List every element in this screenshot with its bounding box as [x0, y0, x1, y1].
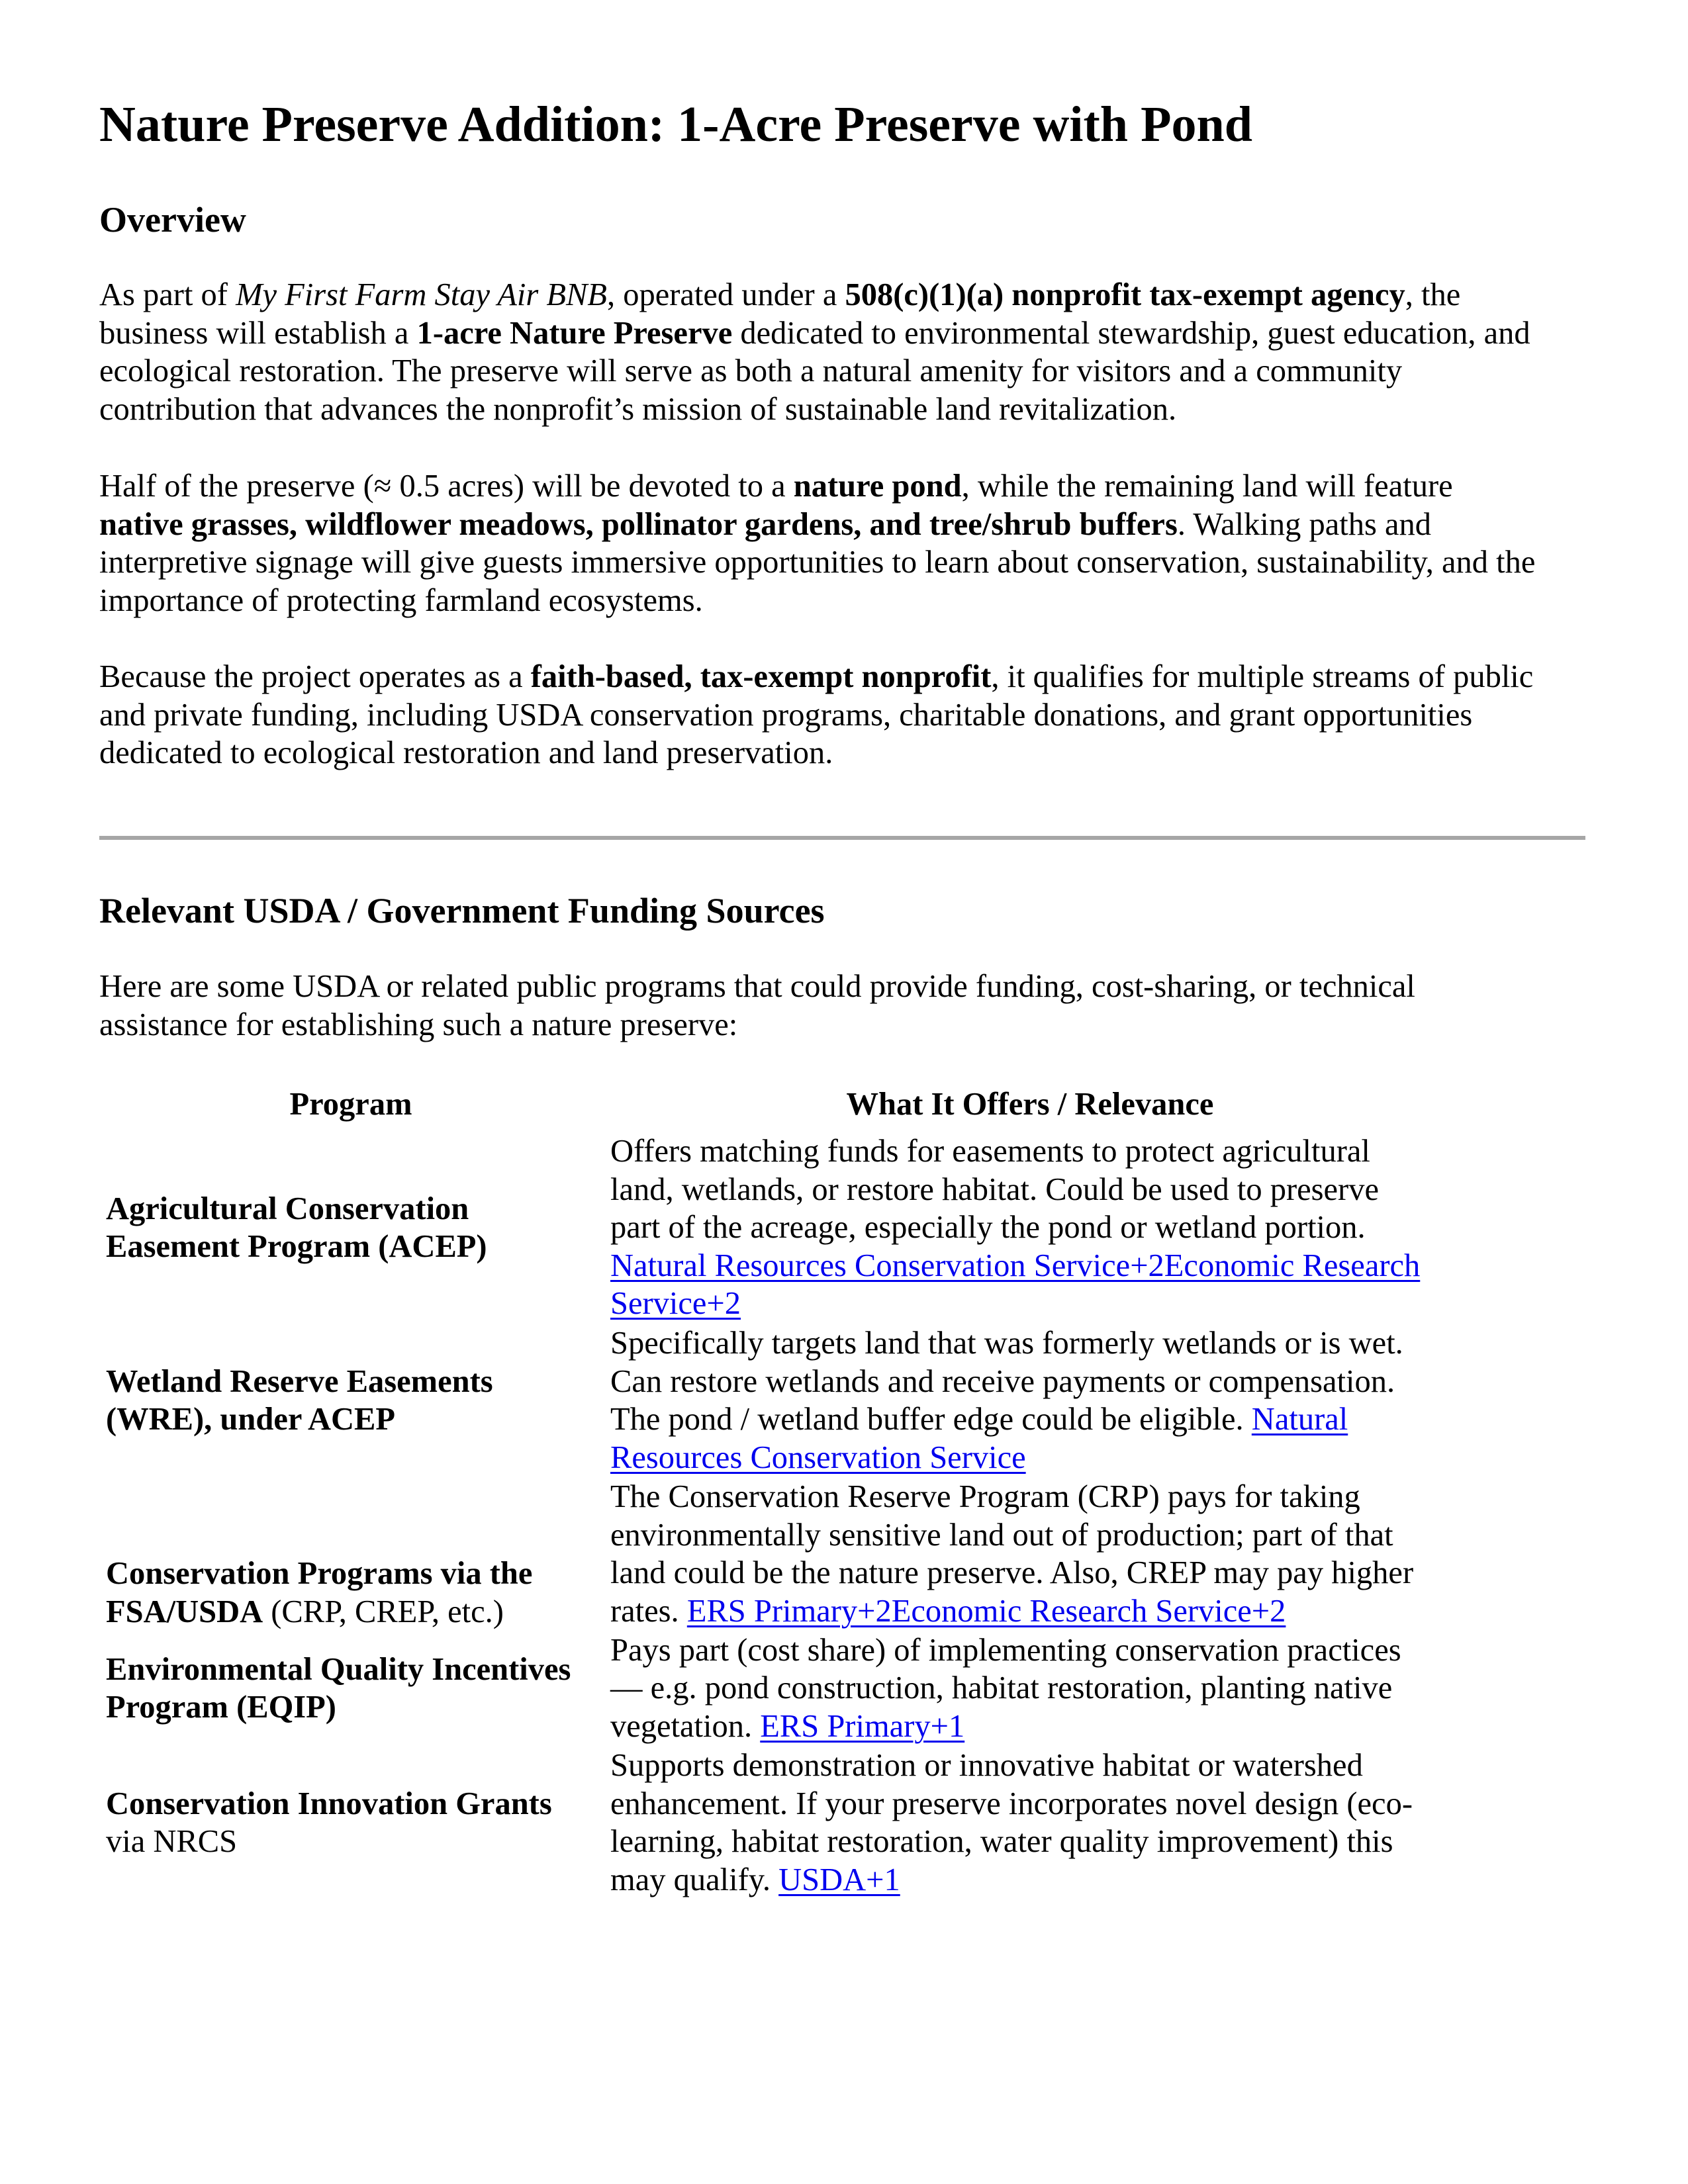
- program-cell: [99, 1477, 602, 1631]
- program-name: Easement Program (ACEP): [106, 1229, 487, 1264]
- text-line: assistance for establishing such a nature preserve:: [99, 1007, 738, 1042]
- text: , operated under a: [606, 277, 845, 312]
- description-cell: [602, 1477, 1458, 1631]
- program-cell: [99, 1746, 602, 1899]
- source-link-nrcs[interactable]: Natural: [1251, 1402, 1348, 1437]
- column-header-offers: What It Offers / Relevance: [846, 1087, 1214, 1122]
- text: . Walking paths and: [1177, 506, 1431, 542]
- text: business will establish a: [99, 315, 417, 351]
- table-row: [99, 1746, 1458, 1899]
- description-line: Can restore wetlands and receive payments or compensation.: [610, 1363, 1395, 1399]
- description-line: The Conservation Reserve Program (CRP) pays for taking: [610, 1479, 1360, 1514]
- text-line: interpretive signage will give guests immersive opportunities to learn about conservation, sustainability, and the: [99, 545, 1536, 580]
- preserve-size: 1-acre Nature Preserve: [416, 315, 733, 351]
- text-line: contribution that advances the nonprofit’s mission of sustainable land revitalization.: [99, 391, 1177, 427]
- description-line: environmentally sensitive land out of production; part of that: [610, 1517, 1393, 1553]
- source-link-nrcs-ers-cont[interactable]: Service+2: [610, 1286, 741, 1322]
- text: , the: [1405, 277, 1461, 312]
- description-cell: [602, 1324, 1458, 1477]
- source-link-ers-primary[interactable]: ERS Primary+1: [760, 1708, 965, 1744]
- description-line: Pays part (cost share) of implementing conservation practices: [610, 1632, 1401, 1668]
- text-line: importance of protecting farmland ecosystems.: [99, 582, 703, 618]
- text-line: Here are some USDA or related public programs that could provide funding, cost-sharing, or technical: [99, 969, 1415, 1004]
- source-link-nrcs-ers[interactable]: Natural Resources Conservation Service+2Economic Research: [610, 1248, 1421, 1283]
- description-line: — e.g. pond construction, habitat restoration, planting native: [610, 1670, 1393, 1706]
- business-name: My First Farm Stay Air BNB: [236, 277, 607, 312]
- description-text: may qualify.: [610, 1862, 779, 1897]
- text-line: and private funding, including USDA conservation programs, charitable donations, and grant opportunities: [99, 697, 1473, 733]
- table-row: [99, 1477, 1458, 1631]
- text-line: dedicated to ecological restoration and land preservation.: [99, 735, 833, 770]
- program-cell: [99, 1132, 602, 1324]
- description-line: Supports demonstration or innovative habitat or watershed: [610, 1748, 1363, 1783]
- page-title: Nature Preserve Addition: 1-Acre Preserve with Pond: [99, 97, 1253, 152]
- column-header-program: Program: [289, 1087, 412, 1122]
- pond-highlight: nature pond: [793, 469, 962, 504]
- funding-intro: [99, 968, 1595, 1044]
- features-highlight: native grasses, wildflower meadows, pollinator gardens, and tree/shrub buffers: [99, 506, 1178, 542]
- description-cell: [602, 1746, 1458, 1899]
- description-cell: [602, 1631, 1458, 1746]
- overview-heading: Overview: [99, 200, 246, 240]
- program-name: (WRE), under ACEP: [106, 1402, 395, 1437]
- text-line: ecological restoration. The preserve will serve as both a natural amenity for visitors and a community: [99, 353, 1403, 388]
- table-row: [99, 1324, 1458, 1477]
- description-line: part of the acreage, especially the pond or wetland portion.: [610, 1210, 1366, 1246]
- nonprofit-highlight: faith-based, tax-exempt nonprofit: [530, 659, 992, 694]
- description-line: Specifically targets land that was formerly wetlands or is wet.: [610, 1326, 1403, 1361]
- description-line: Offers matching funds for easements to protect agricultural: [610, 1134, 1370, 1169]
- text: , it qualifies for multiple streams of public: [991, 659, 1534, 694]
- text: As part of: [99, 277, 236, 312]
- program-detail: (CRP, CREP, etc.): [263, 1594, 504, 1629]
- description-text: vegetation.: [610, 1708, 761, 1744]
- program-name: Wetland Reserve Easements: [106, 1363, 493, 1399]
- program-name: FSA/USDA: [106, 1594, 263, 1629]
- source-link-ers[interactable]: ERS Primary+2Economic Research Service+2: [686, 1593, 1286, 1629]
- table-row: [99, 1132, 1458, 1324]
- overview-paragraph-1: [99, 276, 1595, 428]
- overview-paragraph-2: [99, 467, 1595, 619]
- source-link-nrcs-cont[interactable]: Resources Conservation Service: [610, 1439, 1026, 1475]
- funding-programs-table: [99, 1085, 1458, 1899]
- source-link-usda[interactable]: USDA+1: [778, 1862, 900, 1897]
- program-name: Program (EQIP): [106, 1690, 336, 1725]
- table-header-row: [99, 1085, 1458, 1132]
- description-cell: [602, 1132, 1458, 1324]
- program-name: Environmental Quality Incentives: [106, 1651, 571, 1687]
- agency-type: 508(c)(1)(a) nonprofit tax-exempt agency: [845, 277, 1405, 312]
- description-line: enhancement. If your preserve incorporates novel design (eco-: [610, 1786, 1413, 1821]
- text: Half of the preserve (≈ 0.5 acres) will be devoted to a: [99, 469, 794, 504]
- description-text: The pond / wetland buffer edge could be eligible.: [610, 1402, 1252, 1437]
- program-name: Conservation Innovation Grants: [106, 1786, 552, 1821]
- program-cell: [99, 1631, 602, 1746]
- funding-heading: Relevant USDA / Government Funding Sources: [99, 891, 825, 931]
- text: , while the remaining land will feature: [961, 469, 1453, 504]
- section-divider: [99, 836, 1585, 840]
- description-line: learning, habitat restoration, water quality improvement) this: [610, 1824, 1393, 1859]
- table-row: [99, 1631, 1458, 1746]
- program-name: Agricultural Conservation: [106, 1191, 469, 1226]
- program-name: Conservation Programs via the: [106, 1556, 533, 1591]
- text: Because the project operates as a: [99, 659, 531, 694]
- description-text: rates.: [610, 1593, 687, 1629]
- program-detail: via NRCS: [106, 1824, 238, 1859]
- text: dedicated to environmental stewardship, guest education, and: [732, 315, 1530, 351]
- description-line: land could be the nature preserve. Also, CREP may pay higher: [610, 1555, 1414, 1590]
- overview-paragraph-3: [99, 658, 1595, 772]
- program-cell: [99, 1324, 602, 1477]
- description-line: land, wetlands, or restore habitat. Could be used to preserve: [610, 1171, 1379, 1207]
